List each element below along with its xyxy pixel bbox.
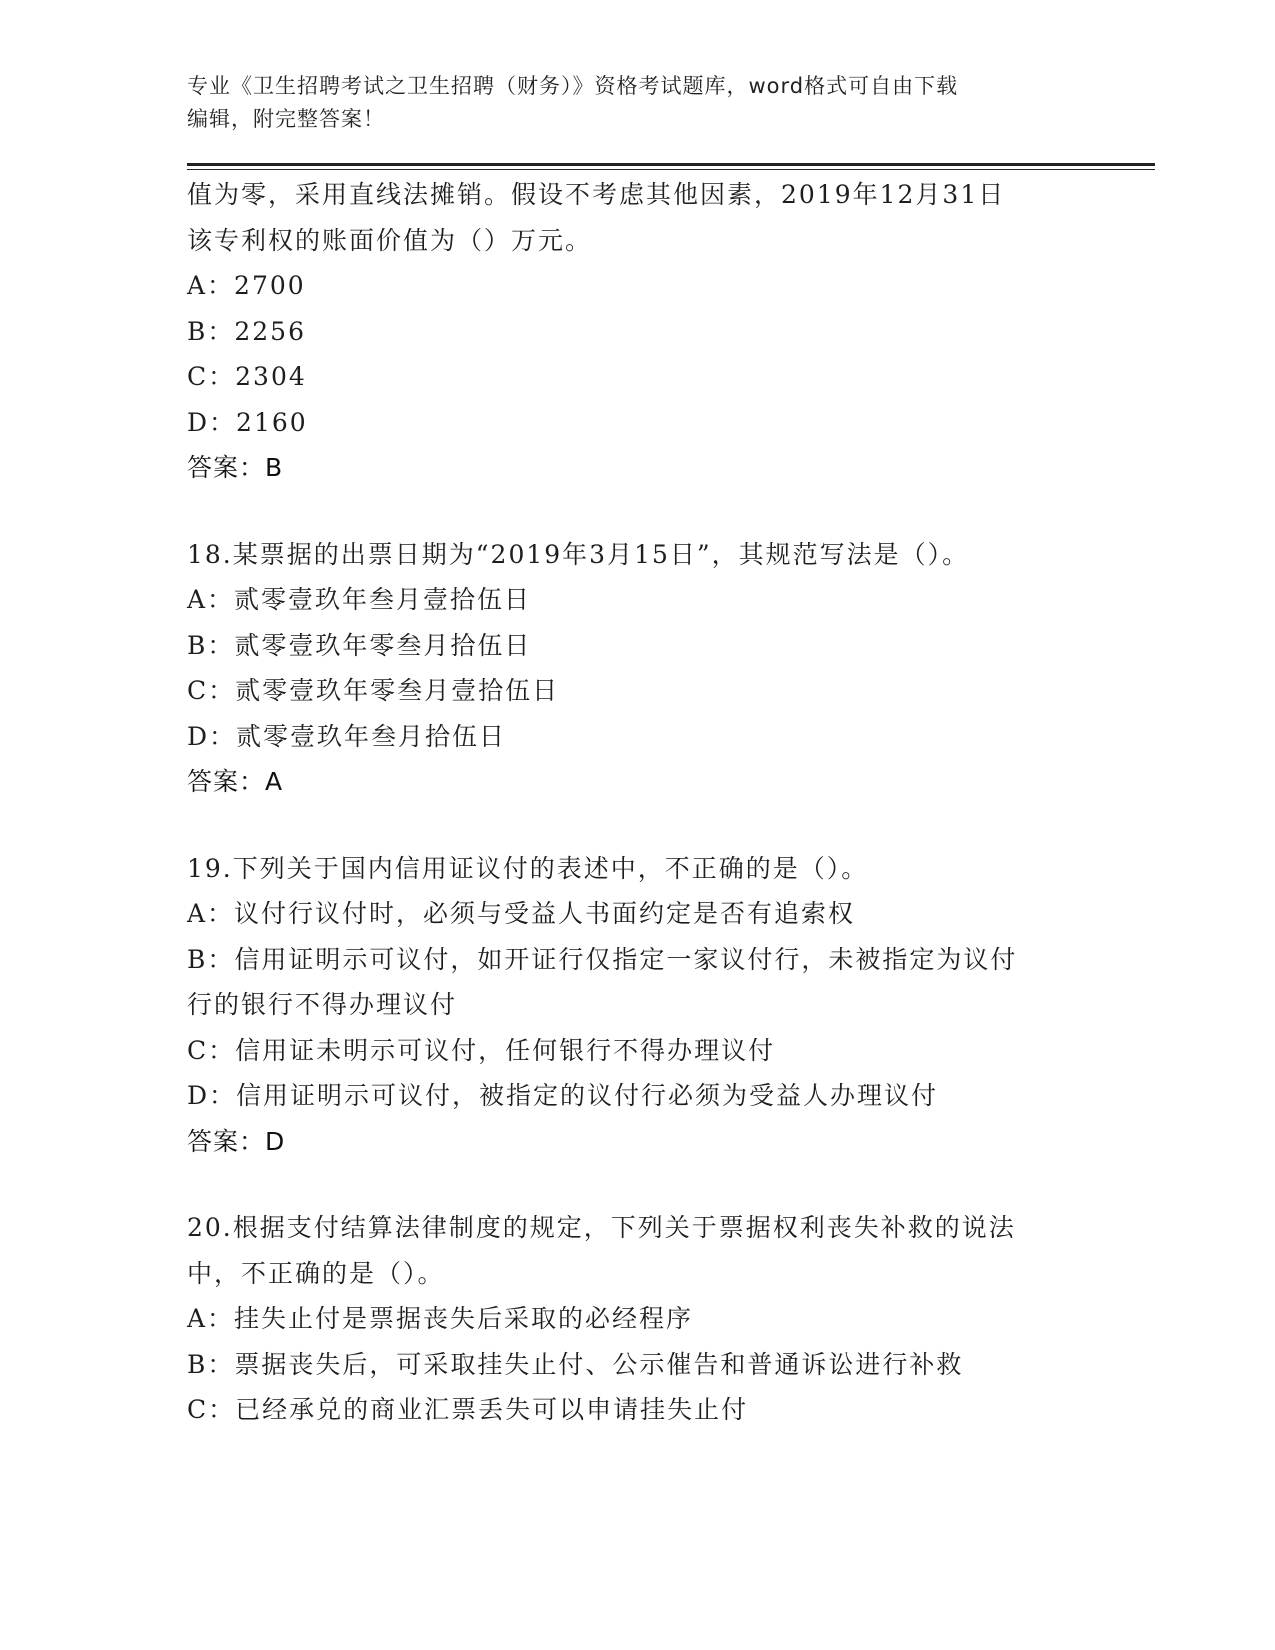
option-a: A：贰零壹玖年叁月壹拾伍日 — [187, 585, 532, 614]
header-rule-thin — [187, 169, 1155, 170]
question-stem-line-1: 20.根据支付结算法律制度的规定，下列关于票据权利丧失补救的说法 — [187, 1213, 1016, 1242]
answer-label: 答案：D — [187, 1126, 286, 1156]
option-a: A：挂失止付是票据丧失后采取的必经程序 — [187, 1304, 694, 1333]
question-stem-line: 值为零，采用直线法摊销。假设不考虑其他因素，2019年12月31日 — [187, 180, 1006, 209]
header-line-2: 编辑，附完整答案！ — [187, 107, 385, 131]
header-line-1: 专业《卫生招聘考试之卫生招聘（财务）》资格考试题库，word格式可自由下载 — [187, 74, 959, 98]
answer-label: 答案：A — [187, 767, 284, 796]
option-d: D：2160 — [187, 407, 308, 437]
option-a: A：议付行议付时，必须与受益人书面约定是否有追索权 — [187, 899, 856, 928]
question-list — [187, 172, 1087, 1433]
question-stem-line-2: 中，不正确的是（）。 — [187, 1258, 445, 1288]
option-c: C：已经承兑的商业汇票丢失可以申请挂失止付 — [187, 1395, 749, 1424]
document-header — [187, 70, 1067, 136]
document-page — [187, 70, 1087, 1433]
option-b: B：贰零壹玖年零叁月拾伍日 — [187, 630, 532, 660]
question-18 — [187, 532, 1087, 805]
option-b-line-1: B：信用证明示可议付，如开证行仅指定一家议付行，未被指定为议付 — [187, 944, 1018, 974]
option-c: C：信用证未明示可议付，任何银行不得办理议付 — [187, 1035, 776, 1065]
option-b: B：2256 — [187, 316, 306, 346]
question-stem: 19.下列关于国内信用证议付的表述中，不正确的是（）。 — [187, 853, 869, 883]
option-c: C：贰零壹玖年零叁月壹拾伍日 — [187, 676, 560, 705]
question-stem: 18.某票据的出票日期为“2019年3月15日”，其规范写法是（）。 — [187, 539, 970, 569]
option-b-line-2: 行的银行不得办理议付 — [187, 990, 458, 1019]
question-20 — [187, 1205, 1087, 1433]
option-a: A：2700 — [187, 271, 306, 300]
header-divider — [187, 163, 1155, 170]
option-c: C：2304 — [187, 362, 307, 391]
header-rule-thick — [187, 163, 1155, 166]
question-stem-line: 该专利权的账面价值为（）万元。 — [187, 225, 593, 255]
question-17-continued — [187, 172, 1087, 491]
option-d: D：信用证明示可议付，被指定的议付行必须为受益人办理议付 — [187, 1081, 939, 1110]
option-d: D：贰零壹玖年叁月拾伍日 — [187, 721, 507, 751]
question-19 — [187, 846, 1087, 1165]
option-b: B：票据丧失后，可采取挂失止付、公示催告和普通诉讼进行补救 — [187, 1349, 964, 1379]
answer-label: 答案：B — [187, 453, 284, 482]
